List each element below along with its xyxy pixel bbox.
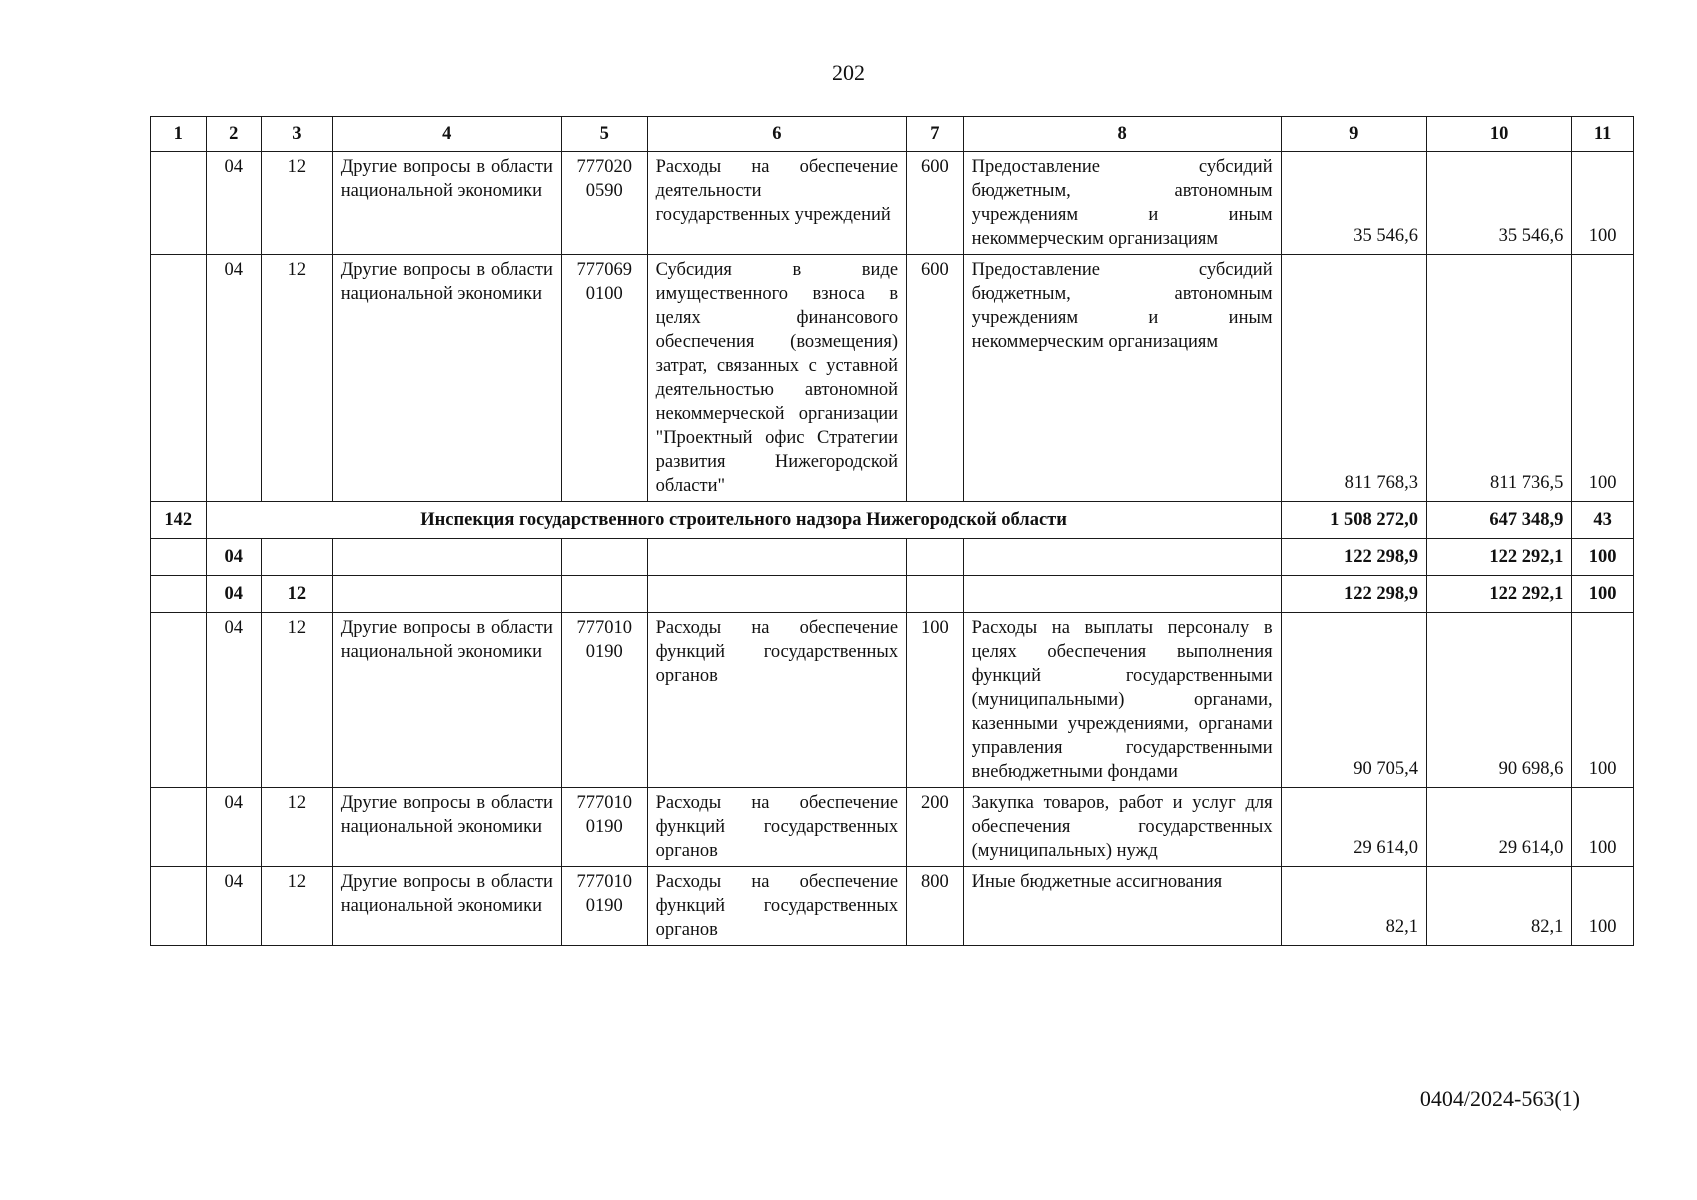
cell-target-article (561, 576, 647, 613)
cell-percent: 100 (1572, 867, 1634, 946)
cell-ministry-code (151, 255, 207, 502)
budget-table (150, 116, 1634, 946)
cell-ministry-code (151, 539, 207, 576)
cell-section: 04 (206, 576, 262, 613)
cell-planned-amount: 811 768,3 (1281, 255, 1426, 502)
cell-percent: 43 (1572, 502, 1634, 539)
cell-target-article: 777020 0590 (561, 152, 647, 255)
cell-planned-amount: 90 705,4 (1281, 613, 1426, 788)
cell-ministry-code (151, 576, 207, 613)
cell-planned-amount: 35 546,6 (1281, 152, 1426, 255)
cell-expense-type (907, 576, 964, 613)
cell-planned-amount: 122 298,9 (1281, 539, 1426, 576)
cell-subsection (262, 539, 333, 576)
cell-section: 04 (206, 539, 262, 576)
cell-subsection: 12 (262, 576, 333, 613)
cell-percent: 100 (1572, 152, 1634, 255)
cell-ministry-code (151, 788, 207, 867)
cell-ministry-code (151, 867, 207, 946)
header-cell: 6 (647, 117, 906, 152)
cell-ministry-code: 142 (151, 502, 207, 539)
cell-actual-amount: 82,1 (1426, 867, 1571, 946)
ministry-total-row (151, 502, 1634, 539)
cell-percent: 100 (1572, 255, 1634, 502)
cell-expense-type: 200 (907, 788, 964, 867)
cell-target-article: 777010 0190 (561, 867, 647, 946)
cell-subsection: 12 (262, 152, 333, 255)
cell-expense-type: 600 (907, 255, 964, 502)
header-cell: 3 (262, 117, 333, 152)
cell-percent: 100 (1572, 788, 1634, 867)
cell-expense-type (907, 539, 964, 576)
cell-subsection: 12 (262, 788, 333, 867)
cell-planned-amount: 29 614,0 (1281, 788, 1426, 867)
cell-planned-amount: 82,1 (1281, 867, 1426, 946)
cell-article-name: Расходы на обеспечение функций государственных органов (647, 788, 906, 867)
header-cell: 9 (1281, 117, 1426, 152)
table-row (151, 255, 1634, 502)
cell-expense-type: 100 (907, 613, 964, 788)
cell-expense-type-name (963, 539, 1281, 576)
cell-ministry-code (151, 613, 207, 788)
document-code: 0404/2024-563(1) (1419, 1086, 1580, 1111)
subsection-total-row (151, 576, 1634, 613)
cell-actual-amount: 90 698,6 (1426, 613, 1571, 788)
header-cell: 5 (561, 117, 647, 152)
cell-target-article: 777069 0100 (561, 255, 647, 502)
cell-section-name: Другие вопросы в области национальной экономики (332, 613, 561, 788)
cell-section-name: Другие вопросы в области национальной экономики (332, 867, 561, 946)
cell-subsection: 12 (262, 613, 333, 788)
cell-actual-amount: 647 348,9 (1426, 502, 1571, 539)
cell-ministry-name: Инспекция государственного строительного надзора Нижегородской области (206, 502, 1281, 539)
cell-planned-amount: 1 508 272,0 (1281, 502, 1426, 539)
table-row (151, 152, 1634, 255)
cell-article-name (647, 539, 906, 576)
cell-subsection: 12 (262, 867, 333, 946)
cell-actual-amount: 122 292,1 (1426, 539, 1571, 576)
header-cell: 1 (151, 117, 207, 152)
cell-expense-type-name: Расходы на выплаты персоналу в целях обеспечения выполнения функций государственными (муниципальными) органами, казенными учреждениями, органами управления государственными внебюджетными фондами (963, 613, 1281, 788)
header-cell: 8 (963, 117, 1281, 152)
cell-expense-type-name: Закупка товаров, работ и услуг для обеспечения государственных (муниципальных) нужд (963, 788, 1281, 867)
cell-article-name: Расходы на обеспечение функций государственных органов (647, 613, 906, 788)
cell-section-name: Другие вопросы в области национальной экономики (332, 788, 561, 867)
table-row (151, 613, 1634, 788)
cell-section: 04 (206, 255, 262, 502)
cell-expense-type-name (963, 576, 1281, 613)
page-number: 202 (832, 60, 865, 85)
header-cell: 11 (1572, 117, 1634, 152)
table-header-row (151, 117, 1634, 152)
cell-planned-amount: 122 298,9 (1281, 576, 1426, 613)
cell-subsection: 12 (262, 255, 333, 502)
cell-expense-type-name: Предоставление субсидий бюджетным, автономным учреждениям и иным некоммерческим организациям (963, 152, 1281, 255)
cell-percent: 100 (1572, 539, 1634, 576)
cell-article-name: Расходы на обеспечение деятельности государственных учреждений (647, 152, 906, 255)
cell-actual-amount: 35 546,6 (1426, 152, 1571, 255)
cell-section: 04 (206, 152, 262, 255)
cell-target-article: 777010 0190 (561, 613, 647, 788)
section-total-row (151, 539, 1634, 576)
header-cell: 4 (332, 117, 561, 152)
cell-article-name: Субсидия в виде имущественного взноса в целях финансового обеспечения (возмещения) затрат, связанных с уставной деятельностью автономной некоммерческой организации "Проектный офис Стратегии развития Нижегородской области" (647, 255, 906, 502)
cell-article-name (647, 576, 906, 613)
header-cell: 2 (206, 117, 262, 152)
cell-section-name (332, 576, 561, 613)
cell-article-name: Расходы на обеспечение функций государственных органов (647, 867, 906, 946)
cell-section-name (332, 539, 561, 576)
cell-ministry-code (151, 152, 207, 255)
table-row (151, 788, 1634, 867)
cell-section: 04 (206, 788, 262, 867)
table-row (151, 867, 1634, 946)
cell-section-name: Другие вопросы в области национальной экономики (332, 255, 561, 502)
cell-actual-amount: 29 614,0 (1426, 788, 1571, 867)
cell-section: 04 (206, 613, 262, 788)
cell-target-article: 777010 0190 (561, 788, 647, 867)
header-cell: 7 (907, 117, 964, 152)
cell-actual-amount: 811 736,5 (1426, 255, 1571, 502)
cell-section: 04 (206, 867, 262, 946)
header-cell: 10 (1426, 117, 1571, 152)
cell-expense-type-name: Предоставление субсидий бюджетным, автономным учреждениям и иным некоммерческим организациям (963, 255, 1281, 502)
cell-expense-type-name: Иные бюджетные ассигнования (963, 867, 1281, 946)
cell-actual-amount: 122 292,1 (1426, 576, 1571, 613)
cell-percent: 100 (1572, 613, 1634, 788)
cell-expense-type: 800 (907, 867, 964, 946)
cell-target-article (561, 539, 647, 576)
cell-percent: 100 (1572, 576, 1634, 613)
cell-section-name: Другие вопросы в области национальной экономики (332, 152, 561, 255)
cell-expense-type: 600 (907, 152, 964, 255)
